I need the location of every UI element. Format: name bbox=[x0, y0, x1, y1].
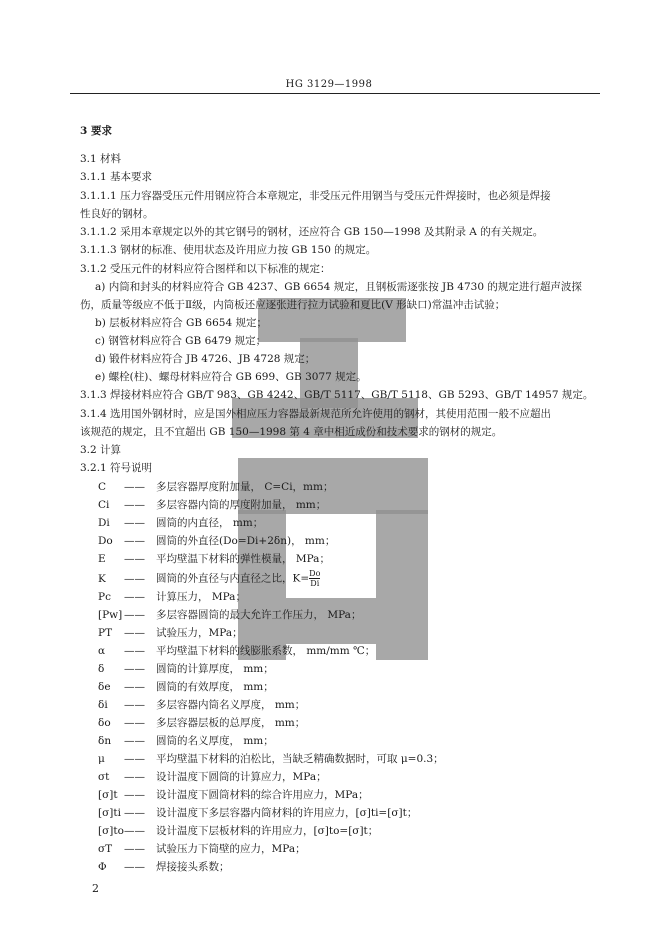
clause-3-1-1-3: 3.1.1.3 钢材的标准、使用状态及许用应力按 GB 150 的规定。 bbox=[80, 244, 377, 256]
symbol-row-pt: PT —— 试验压力，MPa； bbox=[98, 627, 243, 639]
clause-3-1-3: 3.1.3 焊接材料应符合 GB/T 983、GB 4242、GB/T 5117、GB/T 5118、GB 5293、GB/T 14957 规定。 bbox=[80, 389, 594, 401]
header-rule bbox=[70, 93, 600, 94]
clause-3-1-4-line2: 该规范的规定，且不宜超出 GB 150—1998 第 4 章中相近成份和技术要求的钢材的规定。 bbox=[80, 426, 503, 438]
section-3-1-1-title: 3.1.1 基本要求 bbox=[80, 171, 153, 183]
clause-3-1-1-1-line1: 3.1.1.1 压力容器受压元件用钢应符合本章规定，非受压元件用钢当与受压元件焊接时，也必须是焊接 bbox=[80, 190, 551, 202]
symbol-row-delta-i: δi —— 多层容器内筒名义厚度， mm； bbox=[98, 699, 306, 711]
symbol-row-c: C —— 多层容器厚度附加量， C=Ci，mm； bbox=[98, 481, 334, 493]
item-a-line2: 伤，质量等级应不低于Ⅱ级，内筒板还应逐张进行拉力试验和夏比(V 形缺口)常温冲击试验； bbox=[80, 299, 506, 311]
symbol-row-alpha: α —— 平均壁温下材料的线膨胀系数， mm/mm ℃； bbox=[98, 645, 376, 657]
section-3-1-title: 3.1 材料 bbox=[80, 153, 122, 165]
item-c: c) 钢管材料应符合 GB 6479 规定； bbox=[95, 335, 267, 347]
symbol-row-pw: [Pw] —— 多层容器圆筒的最大允许工作压力， MPa； bbox=[98, 609, 362, 621]
symbol-row-di: Di —— 圆筒的内直径， mm； bbox=[98, 517, 264, 529]
symbol-row-allow-to: [σ]to—— 设计温度下层板材料的许用应力，[σ]to=[σ]t； bbox=[98, 825, 379, 837]
item-b: b) 层板材料应符合 GB 6654 规定； bbox=[95, 317, 267, 329]
watermark-blot bbox=[376, 510, 428, 660]
symbol-row-phi: Φ —— 焊接接头系数； bbox=[98, 861, 230, 873]
clause-3-1-2: 3.1.2 受压元件的材料应符合图样和以下标准的规定： bbox=[80, 263, 331, 275]
clause-3-2-1-title: 3.2.1 符号说明 bbox=[80, 462, 153, 474]
clause-3-1-1-2: 3.1.1.2 采用本章规定以外的其它钢号的钢材，还应符合 GB 150—1998 及其附录 A 的有关规定。 bbox=[80, 226, 544, 238]
symbol-row-delta-o: δo —— 多层容器层板的总厚度， mm； bbox=[98, 717, 306, 729]
symbol-row-pc: Pc —— 计算压力， MPa； bbox=[98, 591, 246, 603]
symbol-row-sigma-t: σt —— 设计温度下圆筒的计算应力，MPa； bbox=[98, 771, 327, 783]
symbol-row-k: K —— 圆筒的外直径与内直径之比，K= $\frac{Do}{Di}$ bbox=[98, 569, 321, 588]
ratio-fraction: $\frac{Do}{Di}$ bbox=[309, 569, 321, 588]
page-header: HG 3129—1998 bbox=[285, 79, 373, 90]
symbol-row-e: E —— 平均壁温下材料的弹性模量， MPa； bbox=[98, 553, 330, 565]
symbol-row-delta-e: δe —— 圆筒的有效厚度， mm； bbox=[98, 681, 274, 693]
item-e: e) 螺栓(柱)、螺母材料应符合 GB 699、GB 3077 规定。 bbox=[95, 371, 367, 383]
item-d: d) 锻件材料应符合 JB 4726、JB 4728 规定； bbox=[95, 353, 316, 365]
page-number: 2 bbox=[92, 882, 99, 895]
clause-3-1-1-1-line2: 性良好的钢材。 bbox=[80, 208, 154, 220]
symbol-row-sigma-test: σT —— 试验压力下筒壁的应力，MPa； bbox=[98, 843, 306, 855]
symbol-row-delta: δ —— 圆筒的计算厚度， mm； bbox=[98, 663, 274, 675]
symbol-row-do: Do —— 圆筒的外直径(Do=Di+2δn)， mm； bbox=[98, 535, 336, 547]
section-3-title: 3 要求 bbox=[80, 125, 112, 137]
symbol-row-allow-t: [σ]t —— 设计温度下圆筒材料的综合许用应力，MPa； bbox=[98, 789, 369, 801]
symbol-row-ci: Ci —— 多层容器内筒的厚度附加量， mm； bbox=[98, 499, 327, 511]
section-3-2-title: 3.2 计算 bbox=[80, 444, 122, 456]
symbol-row-allow-ti: [σ]ti —— 设计温度下多层容器内筒材料的许用应力，[σ]ti=[σ]t； bbox=[98, 807, 418, 819]
clause-3-1-4-line1: 3.1.4 选用国外钢材时，应是国外相应压力容器最新规范所允许使用的钢材，其使用范围一般不应超出 bbox=[80, 408, 552, 420]
symbol-row-mu: μ —— 平均壁温下材料的泊松比，当缺乏精确数据时，可取 μ=0.3； bbox=[98, 753, 444, 765]
item-a-line1: a) 内筒和封头的材料应符合 GB 4237、GB 6654 规定，且钢板需逐张按 JB 4730 的规定进行超声波探 bbox=[95, 281, 582, 293]
symbol-row-delta-n: δn —— 圆筒的名义厚度， mm； bbox=[98, 735, 274, 747]
